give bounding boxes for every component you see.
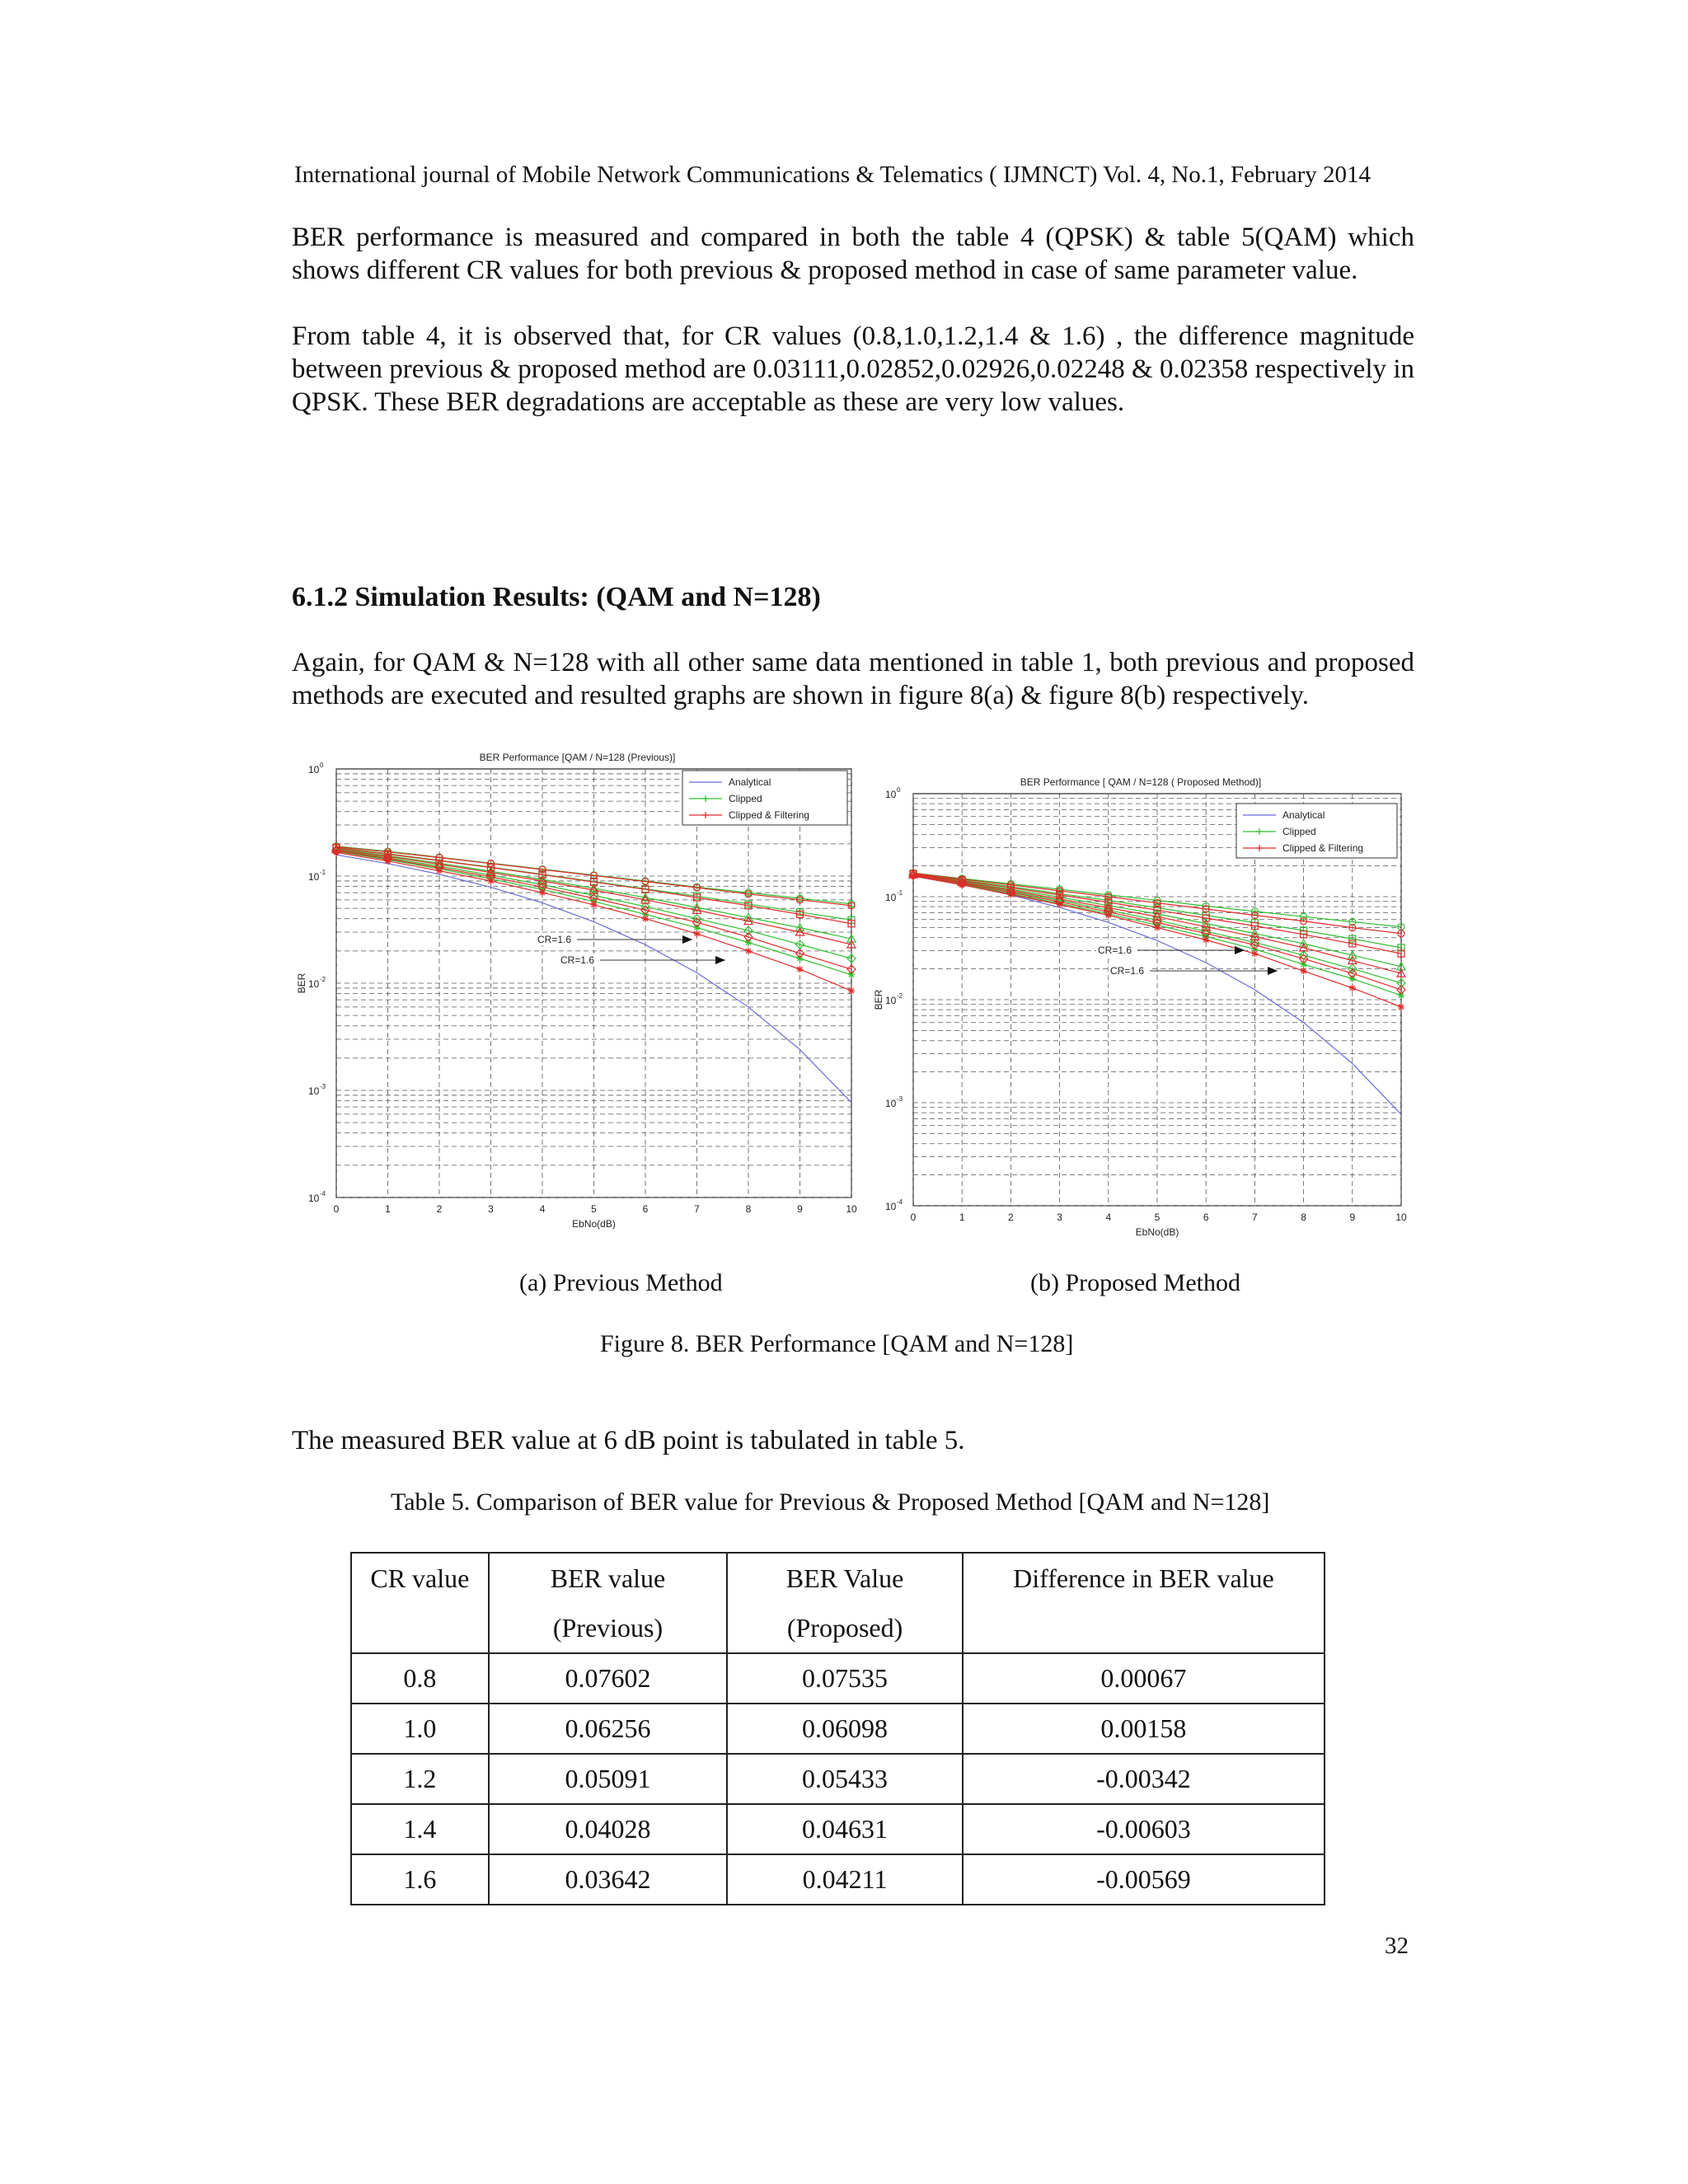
x-tick-label: 1	[385, 1203, 391, 1215]
y-tick-exponent: 0	[320, 762, 324, 769]
legend-label: Clipped	[729, 793, 762, 804]
data-point	[1057, 901, 1063, 907]
cell-previous: 0.07602	[489, 1653, 728, 1704]
cell-previous: 0.04028	[489, 1804, 728, 1854]
x-tick-label: 1	[959, 1212, 965, 1223]
y-tick-label	[885, 786, 901, 800]
cell-proposed: 0.07535	[727, 1653, 963, 1704]
y-tick-exponent: -4	[897, 1198, 903, 1206]
journal-header: International journal of Mobile Network Communications & Telematics ( IJMNCT) Vol. 4, No.1, February 2014	[294, 162, 1371, 188]
legend	[1236, 804, 1397, 858]
data-point	[333, 849, 340, 855]
x-tick-label: 9	[797, 1203, 803, 1215]
header-cr-value: CR value	[351, 1553, 489, 1653]
data-point	[1301, 961, 1307, 968]
cell-proposed: 0.04631	[727, 1804, 963, 1854]
section-title: 6.1.2 Simulation Results: (QAM and N=128)	[292, 582, 821, 612]
data-point	[1007, 891, 1014, 898]
header-ber-previous: BER value (Previous)	[489, 1553, 728, 1653]
cell-cr: 1.0	[351, 1704, 489, 1754]
x-tick-label: 6	[642, 1203, 649, 1215]
data-point	[745, 940, 752, 946]
x-tick-label: 8	[1301, 1212, 1306, 1223]
legend-label: Clipped	[1282, 826, 1316, 837]
y-tick-exponent: -3	[320, 1083, 326, 1090]
data-point	[488, 878, 495, 884]
y-tick-exponent: -1	[897, 889, 903, 897]
data-point	[797, 955, 804, 962]
paragraph-ber-intro: BER performance is measured and compared in both the table 4 (QPSK) & table 5(QAM) which shows different CR values for both previous & proposed method in case of same parameter value.	[292, 223, 1414, 285]
cell-cr: 1.2	[351, 1754, 489, 1804]
cell-previous: 0.06256	[489, 1704, 728, 1754]
chart-title: BER Performance [ QAM / N=128 ( Proposed Method)]	[1020, 776, 1262, 788]
x-tick-label: 5	[591, 1203, 597, 1215]
data-point	[959, 882, 965, 888]
y-tick-exponent: -4	[320, 1190, 326, 1197]
table-row	[351, 1704, 1325, 1754]
y-tick-label	[885, 889, 903, 903]
data-point	[797, 966, 804, 972]
x-tick-label: 10	[1395, 1212, 1407, 1223]
cell-difference: 0.00158	[963, 1704, 1325, 1754]
data-point	[1398, 992, 1404, 999]
annotation-label: CR=1.6	[1098, 944, 1132, 956]
y-tick-base: 10	[885, 995, 897, 1006]
cell-difference: 0.00067	[963, 1653, 1325, 1704]
data-point	[1349, 985, 1356, 991]
data-point	[848, 972, 855, 978]
y-tick-label	[308, 762, 324, 776]
x-tick-label: 7	[1252, 1212, 1258, 1223]
cell-previous: 0.03642	[489, 1854, 728, 1905]
paragraph-table4-observation: From table 4, it is observed that, for CR values (0.8,1.0,1.2,1.4 & 1.6) , the difference magnitude between previous & proposed method are 0.03111,0.02852,0.02926,0.02248 & 0.02358 respectively in QPSK. These BER degradations are acceptable as these are very low values.	[292, 321, 1414, 417]
subcaption-proposed: (b) Proposed Method	[1030, 1269, 1240, 1296]
y-tick-label	[308, 1083, 326, 1097]
table-caption: Table 5. Comparison of BER value for Previous & Proposed Method [QAM and N=128]	[391, 1488, 1270, 1516]
y-tick-label	[308, 1190, 326, 1204]
annotation-label: CR=1.6	[1110, 965, 1145, 977]
cell-proposed: 0.06098	[727, 1704, 963, 1754]
legend-label: Analytical	[1282, 809, 1325, 821]
y-tick-base: 10	[885, 1201, 897, 1212]
cell-proposed: 0.05433	[727, 1754, 963, 1804]
annotation-label: CR=1.6	[560, 954, 595, 966]
y-tick-base: 10	[885, 789, 897, 800]
y-axis-label: BER	[296, 972, 307, 994]
x-tick-label: 4	[1105, 1212, 1112, 1223]
table-row	[351, 1804, 1325, 1854]
y-tick-base: 10	[308, 871, 320, 883]
x-tick-label: 8	[745, 1203, 752, 1215]
data-point	[1398, 1004, 1404, 1010]
data-point	[1251, 950, 1258, 957]
x-tick-label: 3	[488, 1203, 494, 1215]
cell-proposed: 0.04211	[727, 1854, 963, 1905]
data-point	[1105, 912, 1112, 919]
chart-title: BER Performance [QAM / N=128 (Previous)]	[479, 752, 676, 763]
figure-caption: Figure 8. BER Performance [QAM and N=128]	[600, 1330, 1074, 1357]
table-row	[351, 1854, 1325, 1905]
paragraph-figure-intro: Again, for QAM & N=128 with all other same data mentioned in table 1, both previous and proposed methods are executed and resulted graphs are shown in figure 8(a) & figure 8(b) respectively.	[292, 648, 1414, 710]
cell-difference: -0.00342	[963, 1754, 1325, 1804]
data-point	[910, 873, 917, 879]
ber-chart-proposed	[865, 771, 1409, 1240]
cell-cr: 0.8	[351, 1653, 489, 1704]
data-point	[539, 889, 546, 896]
x-tick-label: 2	[1008, 1212, 1014, 1223]
legend-label: Clipped & Filtering	[1282, 842, 1364, 854]
y-tick-exponent: -2	[897, 992, 903, 1000]
data-point	[642, 916, 649, 922]
x-axis-label: EbNo(dB)	[572, 1218, 616, 1230]
y-tick-base: 10	[308, 978, 320, 990]
legend	[682, 771, 847, 825]
y-tick-label	[885, 1095, 903, 1109]
data-point	[694, 925, 701, 931]
legend-label: Analytical	[729, 776, 771, 788]
data-point	[1301, 968, 1307, 974]
data-point	[1154, 925, 1160, 931]
cell-difference: -0.00603	[963, 1804, 1325, 1854]
x-tick-label: 2	[436, 1203, 443, 1215]
y-tick-label	[885, 1198, 903, 1212]
cell-difference: -0.00569	[963, 1854, 1325, 1905]
ber-chart-previous	[288, 746, 857, 1240]
paragraph-table-intro: The measured BER value at 6 dB point is tabulated in table 5.	[292, 1426, 965, 1455]
data-point	[436, 868, 443, 874]
x-tick-label: 6	[1203, 1212, 1209, 1223]
ber-comparison-table	[350, 1552, 1325, 1905]
y-tick-label	[308, 869, 326, 883]
x-axis-label: EbNo(dB)	[1135, 1226, 1179, 1238]
y-axis-label: BER	[873, 989, 884, 1010]
subcaption-previous: (a) Previous Method	[519, 1269, 723, 1296]
y-tick-label	[308, 976, 326, 990]
data-point	[848, 987, 855, 994]
annotation-label: CR=1.6	[537, 934, 572, 945]
data-point	[1349, 975, 1356, 982]
header-difference: Difference in BER value	[963, 1553, 1325, 1653]
table-row	[351, 1653, 1325, 1704]
table-header-row	[351, 1553, 1325, 1653]
y-tick-base: 10	[885, 892, 897, 903]
cell-previous: 0.05091	[489, 1754, 728, 1804]
x-tick-label: 5	[1154, 1212, 1160, 1223]
header-ber-proposed: BER Value (Proposed)	[727, 1553, 963, 1653]
y-tick-label	[885, 992, 903, 1006]
y-tick-exponent: -3	[897, 1095, 903, 1103]
y-tick-base: 10	[308, 764, 320, 776]
y-tick-base: 10	[885, 1098, 897, 1109]
x-tick-label: 4	[539, 1203, 546, 1215]
y-tick-base: 10	[308, 1193, 320, 1204]
x-tick-label: 7	[694, 1203, 700, 1215]
data-point	[1203, 937, 1209, 944]
data-point	[745, 948, 752, 954]
data-point	[385, 858, 392, 865]
cell-cr: 1.4	[351, 1804, 489, 1854]
page-number: 32	[1385, 1933, 1409, 1959]
data-point	[694, 930, 701, 937]
x-tick-label: 3	[1057, 1212, 1062, 1223]
x-tick-label: 0	[333, 1203, 340, 1215]
data-point	[591, 902, 598, 908]
y-tick-exponent: 0	[897, 786, 901, 794]
cell-cr: 1.6	[351, 1854, 489, 1905]
table-row	[351, 1754, 1325, 1804]
y-tick-exponent: -2	[320, 976, 326, 983]
x-tick-label: 0	[910, 1212, 917, 1223]
x-tick-label: 10	[846, 1203, 857, 1215]
x-tick-label: 9	[1349, 1212, 1356, 1223]
y-tick-base: 10	[308, 1085, 320, 1097]
legend-label: Clipped & Filtering	[729, 809, 810, 821]
y-tick-exponent: -1	[320, 869, 326, 876]
